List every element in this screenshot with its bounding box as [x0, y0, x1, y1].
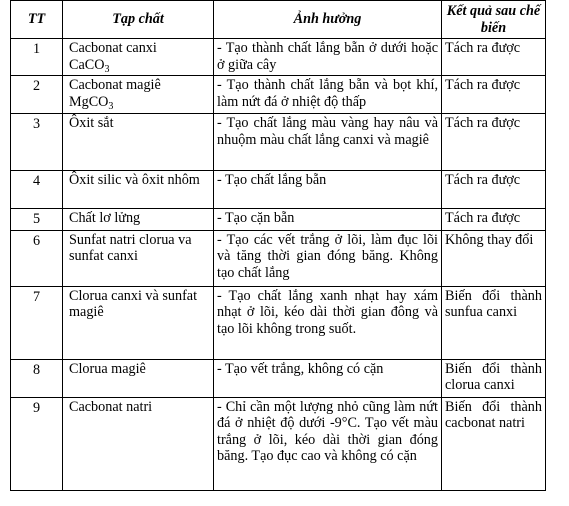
result-cell: Tách ra được [442, 76, 546, 114]
table-row [11, 286, 546, 359]
row-number: 2 [11, 76, 63, 114]
effect-cell: - Tạo cặn bẵn [214, 209, 442, 231]
result-cell: Tách ra được [442, 39, 546, 76]
effect-cell: - Tạo các vết trắng ở lõi, làm đục lõi và tăng thời gian đóng băng. Không tạo chất lắng [214, 230, 442, 286]
result-cell: Biến đổi thành cacbonat natri [442, 397, 546, 490]
table-row [11, 359, 546, 397]
result-cell: Tách ra được [442, 171, 546, 209]
table-row [11, 230, 546, 286]
row-number: 6 [11, 230, 63, 286]
impurity-cell [63, 76, 214, 114]
header-impurity: Tạp chất [63, 1, 214, 39]
header-row [11, 1, 546, 39]
impurity-cell [63, 39, 214, 76]
impurity-name: Cacbonat canxi [69, 40, 157, 56]
header-result: Kết quả sau chế biến [442, 1, 546, 39]
header-tt: TT [11, 1, 63, 39]
result-cell: Tách ra được [442, 209, 546, 231]
effect-cell: - Chỉ cần một lượng nhỏ cũng làm nứt đá ở nhiệt độ dưới -9°C. Tạo vết màu trắng ở lõi, kéo dài thời gian đóng băng. Tạo đục cao và không có cặn [214, 397, 442, 490]
result-cell: Biến đổi thành sunfua canxi [442, 286, 546, 359]
impurity-name: Clorua magiê [63, 359, 214, 397]
table-row [11, 76, 546, 114]
row-number: 7 [11, 286, 63, 359]
impurities-table [10, 0, 546, 491]
row-number: 1 [11, 39, 63, 76]
table-row [11, 39, 546, 76]
row-number: 4 [11, 171, 63, 209]
chemical-formula: CaCO$_3$ [69, 56, 110, 75]
impurity-name: Clorua canxi và sunfat magiê [63, 286, 214, 359]
table-row [11, 209, 546, 231]
table-row [11, 171, 546, 209]
row-number: 8 [11, 359, 63, 397]
row-number: 9 [11, 397, 63, 490]
table-row [11, 397, 546, 490]
effect-cell: - Tạo thành chất lắng bẵn và bọt khí, làm nứt đá ở nhiệt độ thấp [214, 76, 442, 114]
table-row [11, 114, 546, 171]
effect-cell: - Tạo thành chất lắng bẵn ở dưới hoặc ở giữa cây [214, 39, 442, 76]
effect-cell: - Tạo chất lắng xanh nhạt hay xám nhạt ở lõi, kéo dài thời gian đông và tạo lõi không trong suốt. [214, 286, 442, 359]
impurity-name: Ôxit sắt [63, 114, 214, 171]
impurity-name: Chất lơ lửng [63, 209, 214, 231]
result-cell: Không thay đổi [442, 230, 546, 286]
effect-cell: - Tạo chất lắng màu vàng hay nâu và nhuộm màu chất lắng canxi và magiê [214, 114, 442, 171]
row-number: 3 [11, 114, 63, 171]
row-number: 5 [11, 209, 63, 231]
header-effect: Ảnh hưởng [214, 1, 442, 39]
chemical-formula: MgCO$_3$ [69, 93, 114, 112]
result-cell: Tách ra được [442, 114, 546, 171]
impurity-name: Ôxit silic và ôxit nhôm [63, 171, 214, 209]
impurity-name: Cacbonat natri [63, 397, 214, 490]
result-cell: Biến đổi thành clorua canxi [442, 359, 546, 397]
impurity-name: Cacbonat magiê [69, 77, 161, 93]
effect-cell: - Tạo chất lắng bẵn [214, 171, 442, 209]
impurity-name: Sunfat natri clorua va sunfat canxi [63, 230, 214, 286]
effect-cell: - Tạo vết trắng, không có cặn [214, 359, 442, 397]
